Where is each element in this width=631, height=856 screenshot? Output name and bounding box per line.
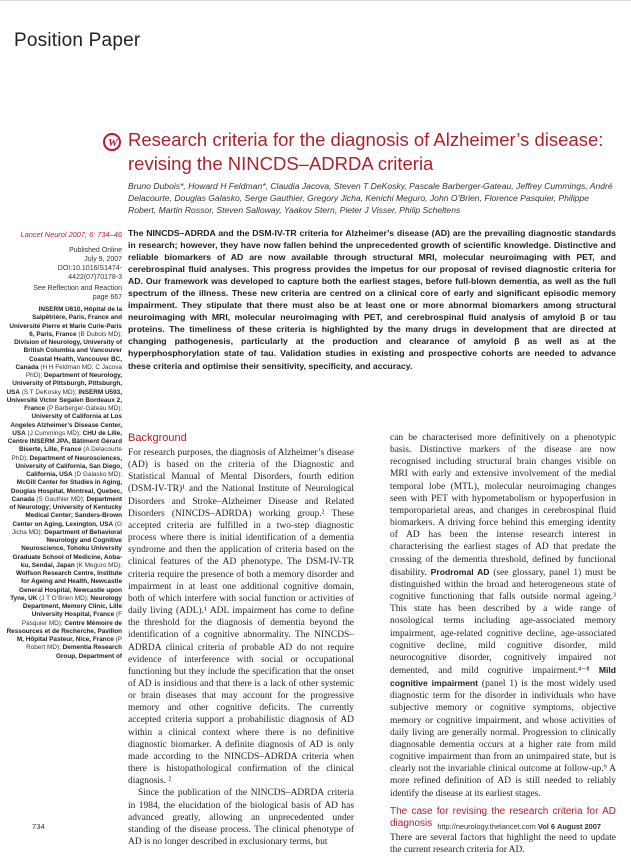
affiliation-institution: Department of Neurosciences, University of California, San Diego, California, USA xyxy=(15,454,122,478)
affiliation-institution: McGill Center for Studies in Aging, Douglas Hospital, Montreal, Quebec, Canada xyxy=(10,479,122,503)
doi-line-2[interactable]: 4422(07)70178-3 xyxy=(68,274,122,281)
background-heading: Background xyxy=(128,432,187,444)
body-paragraph: Since the publication of the NINCDS–ADRDA criteria in 1984, the elucidation of the biological basis of AD has advanced greatly, allowing an unprecedented under standing of the disease process. The clinical phenotype of AD is no longer described in exclusionary terms, but xyxy=(128,788,354,847)
affiliation-author: (J T O’Brien MD); xyxy=(39,594,89,602)
journal-volume: Vol 6 xyxy=(537,822,555,831)
published-date: July 9, 2007 xyxy=(84,256,122,263)
affiliation-author: (F Pasquier MD); xyxy=(21,611,122,627)
affiliation-institution: University of California at Los Angeles Alzheimer’s Disease Center, USA xyxy=(10,413,122,437)
affiliation-institution: Department of Behavioral Neurology and Cognitive Neuroscience, Tohoku University Graduate School of Medicine, Aoba-ku, Sendai, Japan xyxy=(12,528,122,569)
affiliation-institution: Dementia Research Group, Department of xyxy=(55,644,122,660)
affiliation-author: (P Barberger-Gateau MD); xyxy=(46,405,122,412)
see-also-page: page 667 xyxy=(92,294,122,301)
see-also-link[interactable]: See Reflection and Reaction xyxy=(33,285,122,292)
body-column-left xyxy=(128,432,354,848)
body-column-right xyxy=(390,432,616,856)
author-list: Bruno Dubois*, Howard H Feldman*, Claudia Jacova, Steven T DeKosky, Pascale Barberger-Gateau, Jeffrey Cummings, André Delacourte, Douglas Galasko, Serge Gauthier, Gregory Jicha, Kenichi Meguro, John O’Brien, Florence Pasquier, Philippe Robert, Martin Rossor, Steven Salloway, Yaakov Stern, Pieter J Visser, Philip Scheltens xyxy=(128,181,613,215)
abstract: The NINCDS–ADRDA and the DSM-IV-TR criteria for Alzheimer’s disease (AD) are the prevailing diagnostic standards in research; however, they have now fallen behind the unprecedented growth of scientific knowledge. Distinctive and reliable biomarkers of AD are now available through structural MRI, molecular neuroimaging with PET, and cerebrospinal fluid analyses. This progress provides the impetus for our proposal of revised diagnostic criteria for AD. Our framework was developed to capture both the earliest stages, before full-blown dementia, as well as the full spectrum of the illness. These new criteria are centred on a clinical core of early and significant episodic memory impairment. They stipulate that there must also be at least one or more abnormal biomarkers among structural neuroimaging with MRI, molecular neuroimaging with PET, and cerebrospinal fluid analysis of amyloid β or tau proteins. The timeliness of these criteria is highlighted by the many drugs in development that are directed at changing pathogenesis, particularly at the production and clearance of amyloid β as well as at the hyperphosphorylation state of tau. Validation studies in existing and prospective cohorts are needed to advance these criteria and optimise their sensitivity, specificity, and accuracy. xyxy=(128,228,616,371)
section-label: Position Paper xyxy=(14,30,141,51)
affiliation-author: (K Meguro MD); xyxy=(76,561,122,569)
page-number: 734 xyxy=(32,822,45,831)
affiliation-author: (P Robert MD); xyxy=(26,636,122,652)
glossary-term-prodromal: Prodromal AD xyxy=(430,566,490,577)
affiliation-author: (G Jicha MD); xyxy=(11,520,122,536)
body-paragraph: For research purposes, the diagnosis of Alzheimer’s disease (AD) is based on the criteria of the Diagnostic and Statistical Manual of Mental Disorders, fourth edition (DSM-IV-TR)¹ and the National Institute of Neurological Disorders and Stroke–Alzheimer Disease and Related Disorders (NINCDS–ADRDA) working group.² These accepted criteria are fulfilled in a two-step diagnostic process where there is initial identification of a dementia syndrome and then the application of criteria based on the clinical features of the AD phenotype. The DSM-IV-TR criteria require the presence of both a memory disorder and impairment in at least one additional cognitive domain, both of which interfere with social function or activities of daily living (ADL).¹ ADL impairment has come to define the threshold for the diagnosis of dementia beyond the identification of a cognitive abnormality. The NINCDS–ADRDA clinical criteria of probable AD do not require evidence of interference with social or occupational functioning but they include the specification that the onset of AD is insidious and that there is a lack of other systemic or brain diseases that may account for the progressive memory and other cognitive deficits. The currently accepted criteria support a probabilistic diagnosis of AD within a clinical context where there is no definitive diagnostic biomarker. A definite diagnosis of AD is only made according to the NINCDS–ADRDA criteria when there is histopathological confirmation of the clinical diagnosis. ² xyxy=(128,448,354,787)
glossary-term-mci: Mild cognitive impairment xyxy=(390,664,616,689)
affiliation-author: (B Dubois MD); xyxy=(78,330,122,338)
affiliation-author: (A Delacourte PhD); xyxy=(11,446,122,462)
body-text: can be characterised more definitively on a phenotypic basis. Distinctive markers of the disease are now recognised including structural brain changes visible on MRI with early and extensive involvement of the medial temporal lobe (MTL), molecular neuroimaging changes seen with PET with hypometabolism or hypoperfusion in temporoparietal areas, and changes in cerebrospinal fluid biomarkers. A driving force behind this emerging identity of AD has been the intense research interest in characterising the earliest stages of AD that predate the crossing of the dementia threshold, defined by functional disability. xyxy=(390,433,616,578)
doi-line-1[interactable]: DOI:10.1016/S1474- xyxy=(57,265,122,272)
affiliation-institution: Division of Neurology, University of British Columbia and Vancouver Coastal Health, Vancouver BC, Canada xyxy=(14,339,122,371)
lancet-logo-icon xyxy=(103,133,121,151)
page-top-edge xyxy=(0,0,631,1)
journal-url[interactable]: http://neurology.thelancet.com xyxy=(437,822,536,831)
affiliation-institution: Department of Neurology; University of Kentucky Medical Center; Sanders-Brown Center on Aging, Lexington, USA xyxy=(9,495,122,528)
affiliation-institution: Neurology Department, Memory Clinic, Lille University Hospital, France xyxy=(22,594,122,619)
article-title: Research criteria for the diagnosis of Alzheimer’s disease: revising the NINCDS–ADRDA criteria xyxy=(128,129,604,174)
affiliation-author: (D Galasko MD); xyxy=(74,471,122,478)
affiliations xyxy=(6,306,122,661)
affiliation-institution: CHU de Lille, Centre INSERM JPA, Bâtiment Gérard Biserte, Lille, France xyxy=(7,429,122,454)
affiliation-institution: INSERM U593, Université Victor Segalen Bordeaux 2, France xyxy=(6,388,122,412)
journal-footer xyxy=(437,822,601,831)
case-heading: The case for revising the research criteria for AD diagnosis xyxy=(390,805,616,830)
affiliation-institution: Centre Mémoire de Ressources et de Recherche, Pavillon M, Hôpital Pasteur, Nice, France xyxy=(6,619,122,643)
affiliation-author: (H H Feldman MD, C Jacova PhD); xyxy=(25,363,122,379)
see-also xyxy=(6,284,122,302)
body-text: (see glossary, panel 1) must be distinguished within the broad and heterogeneous state of cognitive functioning that falls outside normal ageing.³ This state has been described by a wide range of nosological terms including age-associated memory impairment, age-related cognitive decline, age-associated cognitive decline, mild cognitive disorder, mild neurocognitive disorder, cognitively impaired not demented, and mild cognitive impairment.⁴⁻⁸ xyxy=(390,567,616,676)
published-online-label: Published Online xyxy=(69,247,122,254)
affiliation-institution: Department of Neurology, University of Pittsburgh, Pittsburgh, USA xyxy=(6,372,122,396)
publication-info xyxy=(6,246,122,282)
logo-glyph: W xyxy=(108,137,118,149)
affiliation-author: (S Gauthier MD); xyxy=(36,495,85,503)
body-paragraph xyxy=(390,432,616,800)
affiliation-author: (S T DeKosky MD); xyxy=(21,388,77,396)
affiliation-institution: Wolfson Research Centre, Institute for Ageing and Health, Newcastle General Hospital, Newcastle upon Tyne, UK xyxy=(10,570,122,602)
body-text: (panel 1) is the most widely used diagnostic term for the disorder in individuals who have subjective memory or cognitive symptoms, objective memory or cognitive impairment, and whose activities of daily living are generally normal. Progression to clinically diagnosable dementia occurs at a higher rate from mild cognitive impairment than from an unimpaired state, but is clearly not the invariable clinical outcome at follow-up.⁹ A more refined definition of AD is still needed to reliably identify the disease at its earliest stages. xyxy=(390,679,617,799)
citation: Lancet Neurol 2007; 6: 734–46 xyxy=(20,230,122,239)
affiliation-institution: INSERM U610, Hôpital de la Salpêtrière, Paris, France and Université Pierre et Marie Curie-Paris 6, Paris, France xyxy=(9,306,122,338)
body-paragraph: There are several factors that highlight the need to update the current research criteria for AD. xyxy=(390,832,616,855)
journal-date: August 2007 xyxy=(557,822,601,831)
affiliation-author: (J Cummings MD); xyxy=(27,429,81,437)
